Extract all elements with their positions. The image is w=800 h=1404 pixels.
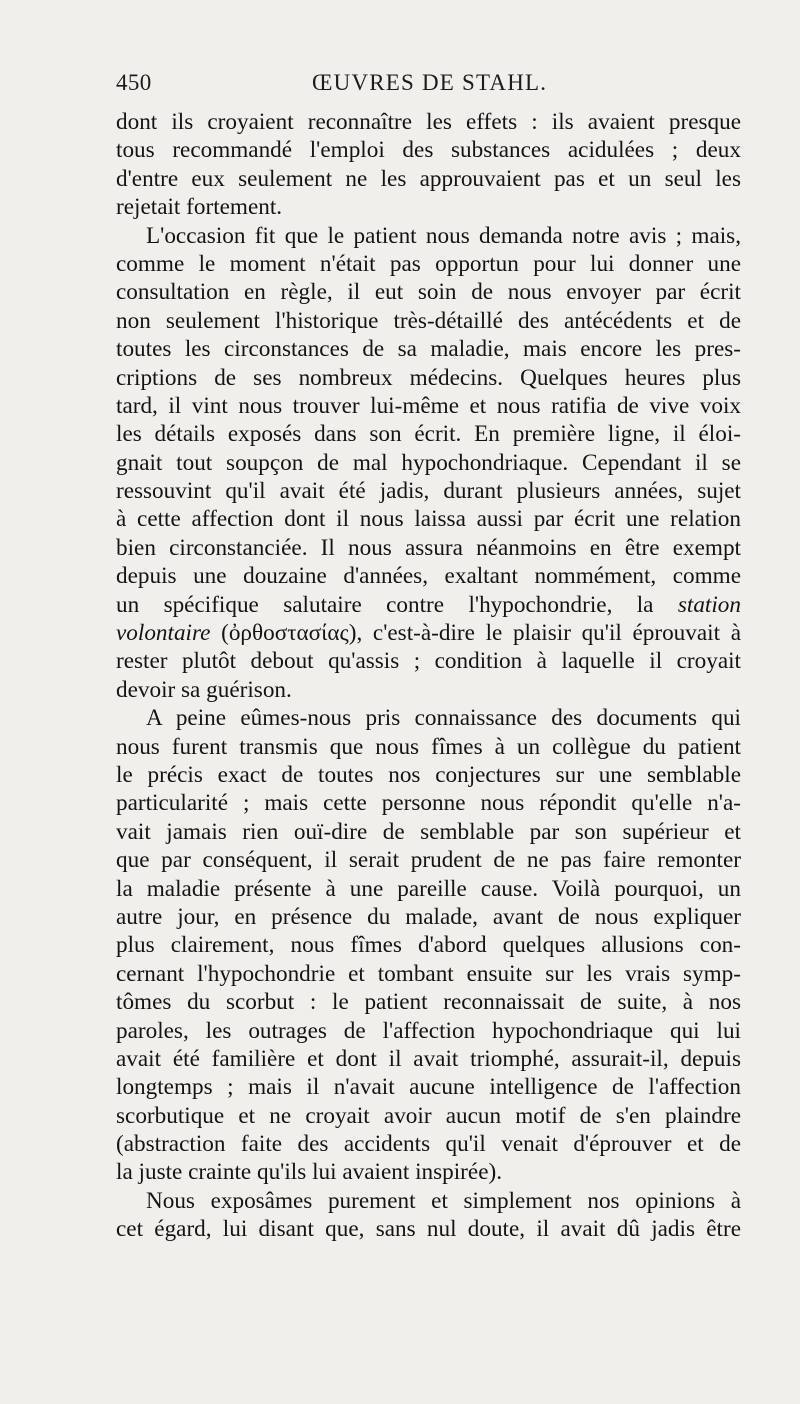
text-line: plus clairement, nous fîmes d'abord quelques allusions con- xyxy=(116,932,741,959)
text-line: scorbutique et ne croyait avoir aucun motif de s'en plaindre xyxy=(116,1102,741,1129)
text-line: tard, il vint nous trouver lui-même et nous ratifia de vive voix xyxy=(116,392,741,419)
text-line: cet égard, lui disant que, sans nul doute, il avait dû jadis être xyxy=(116,1216,741,1243)
text-line: non seulement l'historique très-détaillé des antécédents et de xyxy=(116,307,741,334)
text-line: rester plutôt debout qu'assis ; condition à laquelle il croyait xyxy=(116,648,741,675)
paragraph-start-line: Nous exposâmes purement et simplement nos opinions à xyxy=(146,1187,741,1214)
text-line: longtemps ; mais il n'avait aucune intelligence de l'affection xyxy=(116,1074,741,1101)
text-line: bien circonstanciée. Il nous assura néanmoins en être exempt xyxy=(116,534,741,561)
text-line: paroles, les outrages de l'affection hypochondriaque qui lui xyxy=(116,1017,741,1044)
paragraph-start-line: A peine eûmes-nous pris connaissance des documents qui xyxy=(146,705,741,732)
text-segment: un spécifique salutaire contre l'hypochondrie, la xyxy=(116,591,654,618)
text-line: à cette affection dont il nous laissa aussi par écrit une relation xyxy=(116,506,741,533)
text-line: (abstraction faite des accidents qu'il venait d'éprouver et de xyxy=(116,1131,741,1158)
text-segment: (ὀρθοστασίας), c'est-à-dire le plaisir qu'il éprouvait à xyxy=(221,620,741,647)
text-line: la juste crainte qu'ils lui avaient inspirée). xyxy=(116,1159,503,1186)
text-line: nous furent transmis que nous fîmes à un collègue du patient xyxy=(116,733,741,760)
text-line: les détails exposés dans son écrit. En première ligne, il éloi- xyxy=(116,421,741,448)
text-line: autre jour, en présence du malade, avant de nous expliquer xyxy=(116,903,741,930)
text-line: toutes les circonstances de sa maladie, mais encore les pres- xyxy=(116,336,741,363)
running-title: ŒUVRES DE STAHL. xyxy=(312,70,548,95)
text-line: criptions de ses nombreux médecins. Quelques heures plus xyxy=(116,364,741,391)
text-line: la maladie présente à une pareille cause. Voilà pourquoi, un xyxy=(116,875,741,902)
text-line: devoir sa guérison. xyxy=(116,676,292,703)
page-number: 450 xyxy=(116,70,152,95)
text-line: comme le moment n'était pas opportun pour lui donner une xyxy=(116,250,741,277)
text-line: avait été familière et dont il avait triomphé, assurait-il, depuis xyxy=(116,1045,741,1072)
text-line: depuis une douzaine d'années, exaltant nommément, comme xyxy=(116,563,741,590)
text-line: tômes du scorbut : le patient reconnaissait de suite, à nos xyxy=(116,989,741,1016)
italic-word-station: station xyxy=(677,591,741,618)
text-line-with-italic xyxy=(116,591,741,619)
paragraph-start-line: L'occasion fit que le patient nous demanda notre avis ; mais, xyxy=(146,222,741,249)
text-line-with-italic xyxy=(116,619,741,647)
italic-word-volontaire: volontaire xyxy=(116,620,211,647)
page-header xyxy=(116,62,741,102)
text-line: particularité ; mais cette personne nous répondit qu'elle n'a- xyxy=(116,790,741,817)
text-line: tous recommandé l'emploi des substances acidulées ; deux xyxy=(116,137,741,164)
text-line: d'entre eux seulement ne les approuvaient pas et un seul les xyxy=(116,165,741,192)
text-line: que par conséquent, il serait prudent de ne pas faire remonter xyxy=(116,847,741,874)
text-line: cernant l'hypochondrie et tombant ensuite sur les vrais symp- xyxy=(116,960,741,987)
body-text xyxy=(116,108,741,1244)
text-line: le précis exact de toutes nos conjectures sur une semblable xyxy=(116,761,741,788)
text-line: dont ils croyaient reconnaître les effets : ils avaient presque xyxy=(116,109,741,135)
text-line: vait jamais rien ouï-dire de semblable par son supérieur et xyxy=(116,818,741,845)
text-line: consultation en règle, il eut soin de nous envoyer par écrit xyxy=(116,279,741,306)
text-line: ressouvint qu'il avait été jadis, durant plusieurs années, sujet xyxy=(116,478,741,505)
text-line: rejetait fortement. xyxy=(116,194,283,221)
text-line: gnait tout soupçon de mal hypochondriaque. Cependant il se xyxy=(116,449,741,476)
